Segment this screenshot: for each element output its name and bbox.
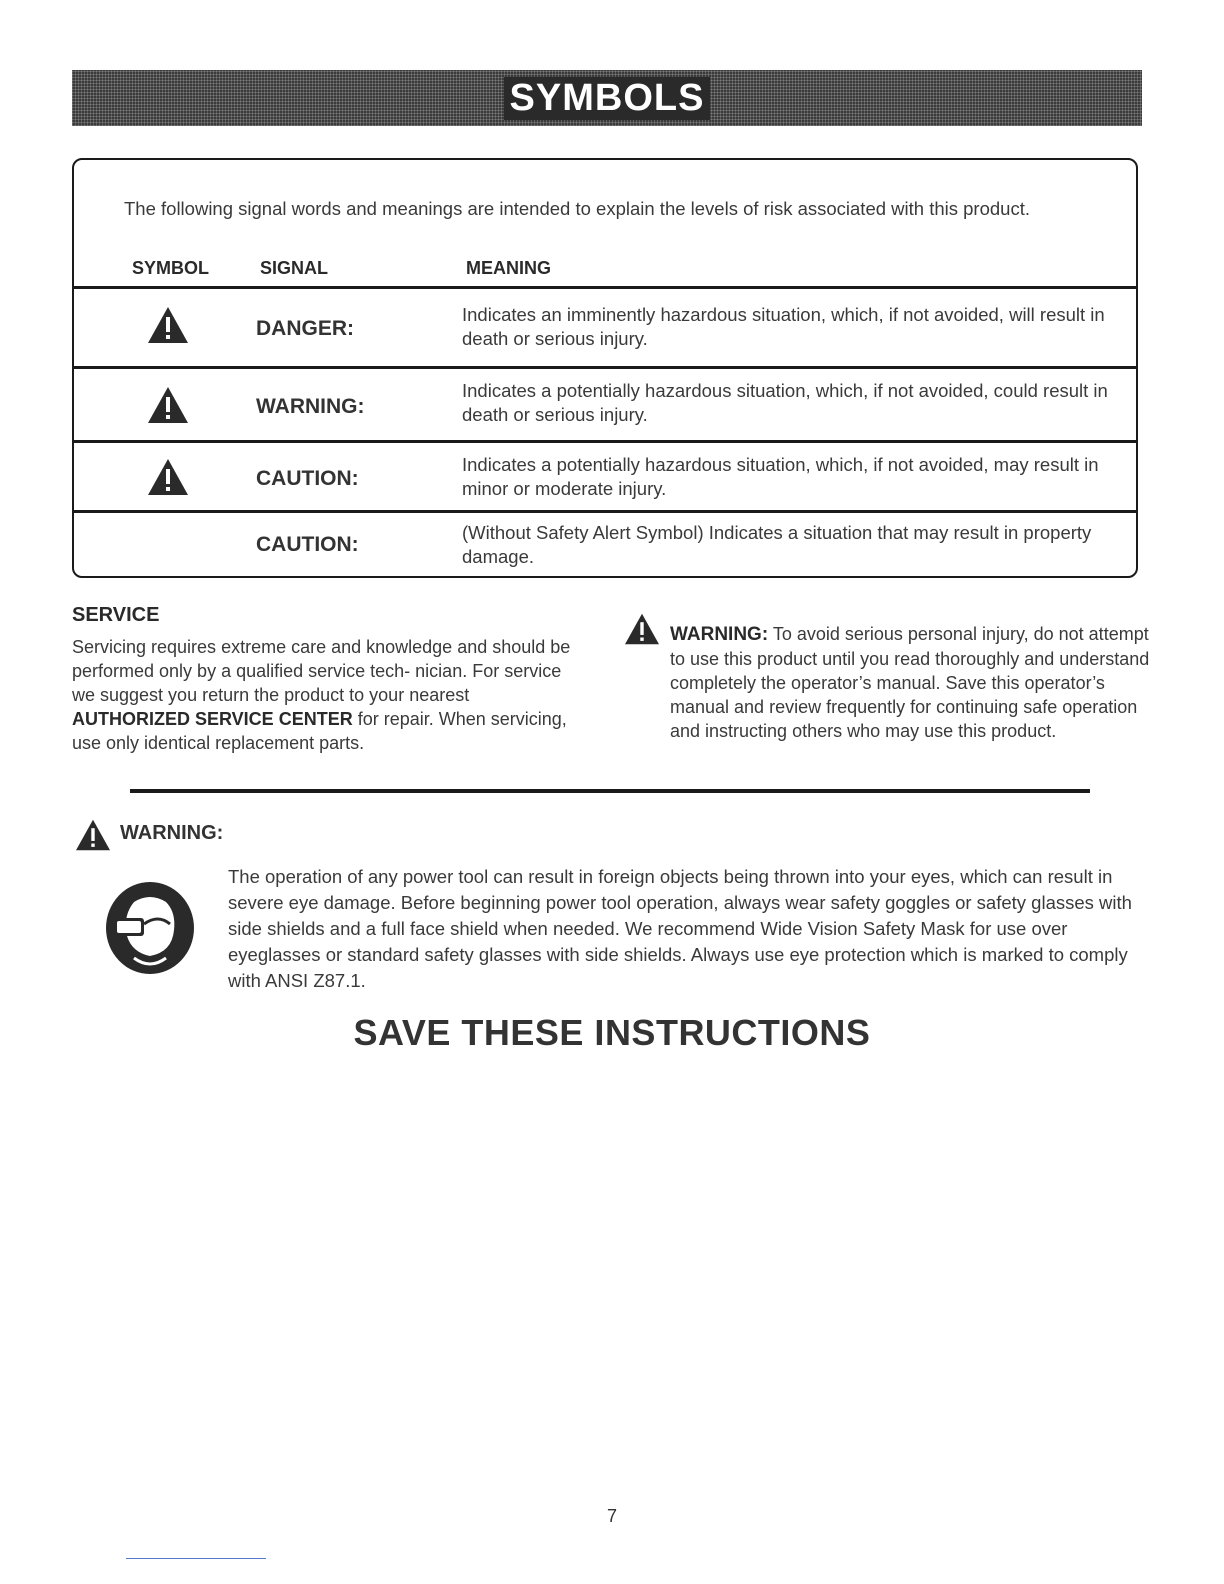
manual-warning-text: To avoid serious personal injury, do not attempt to use this product until you read thoroughly and understand completely the operator’s manual. Save this operator’s manual and review frequently for continuing safe operation and instructing others who may use this product. (670, 624, 1150, 741)
table-row (72, 286, 1138, 366)
meaning-text: (Without Safety Alert Symbol) Indicates a situation that may result in property damage. (462, 522, 1092, 567)
safety-alert-icon (146, 457, 190, 497)
table-row (72, 440, 1138, 510)
service-text-end: for repair. When servicing, use only identical replacement parts. (72, 709, 567, 753)
safety-alert-icon (146, 305, 190, 345)
signal-word: DANGER: (256, 317, 354, 340)
signal-word: WARNING: (256, 395, 365, 418)
service-text-start: Servicing requires extreme care and knowledge and should be performed only by a qualified service tech- nician. For service we suggest you return the product to your nearest (72, 637, 571, 705)
footer-rule (126, 1558, 266, 1559)
meaning-text: Indicates a potentially hazardous situation, which, if not avoided, may result in minor or moderate injury. (462, 454, 1099, 499)
authorized-service-center: AUTHORIZED SERVICE CENTER (72, 709, 353, 729)
signal-word: CAUTION: (256, 467, 359, 490)
meaning-text: Indicates a potentially hazardous situation, which, if not avoided, could result in death or serious injury. (462, 380, 1108, 425)
manual-warning (670, 622, 1150, 743)
symbols-table (72, 158, 1138, 578)
table-row (72, 510, 1138, 576)
service-heading: SERVICE (72, 604, 160, 626)
table-row (72, 366, 1138, 442)
meaning-text: Indicates an imminently hazardous situation, which, if not avoided, will result in death or serious injury. (462, 304, 1105, 349)
section-divider (130, 789, 1090, 793)
safety-alert-icon (622, 612, 662, 646)
section-banner (72, 70, 1142, 126)
eye-warning-label: WARNING: (120, 822, 224, 844)
header-meaning: MEANING (466, 258, 551, 278)
save-instructions-title: SAVE THESE INSTRUCTIONS (353, 1012, 871, 1053)
safety-alert-icon (72, 818, 114, 852)
manual-warning-label: WARNING: (670, 624, 769, 645)
header-signal: SIGNAL (260, 258, 329, 278)
banner-title: SYMBOLS (504, 77, 711, 120)
eye-warning-text: The operation of any power tool can result in foreign objects being thrown into your eyes, which can result in severe eye damage. Before beginning power tool operation, always wear safety goggles or safety glasses with side shields and a full face shield when needed. We recommend Wide Vision Safety Mask for use over eyeglasses or standard safety glasses with side shields. Always use eye protection which is marked to comply with ANSI Z87.1. (228, 866, 1132, 991)
signal-word: CAUTION: (256, 533, 359, 556)
service-paragraph (72, 635, 572, 755)
safety-glasses-icon (104, 880, 196, 976)
safety-alert-icon (146, 385, 190, 425)
symbols-intro: The following signal words and meanings are intended to explain the levels of risk associated with this product. (124, 198, 1030, 219)
header-symbol: SYMBOL (132, 258, 210, 278)
page-number: 7 (606, 1506, 617, 1526)
